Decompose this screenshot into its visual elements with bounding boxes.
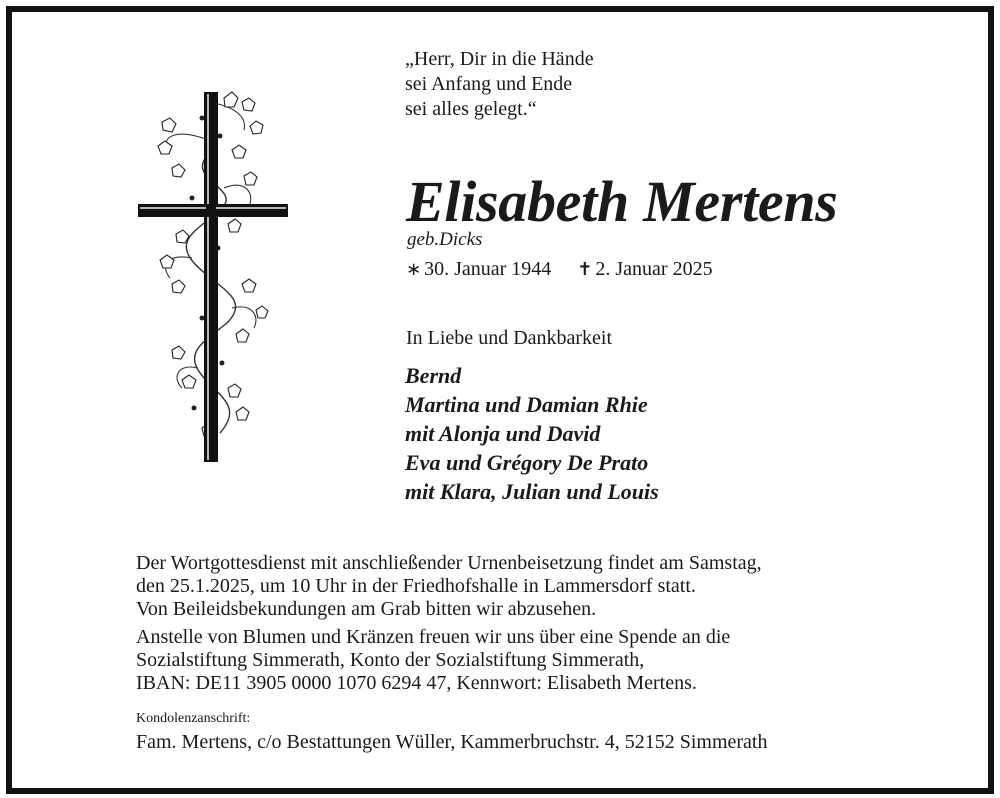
verse-line: „Herr, Dir in die Hände bbox=[405, 48, 594, 70]
notice-line: Sozialstiftung Simmerath, Konto der Sozialstiftung Simmerath, bbox=[136, 649, 645, 671]
mourner-name: Bernd bbox=[405, 363, 462, 388]
mourner-name: mit Klara, Julian und Louis bbox=[405, 479, 659, 504]
notice-line: den 25.1.2025, um 10 Uhr in der Friedhofshalle in Lammersdorf statt. bbox=[136, 575, 696, 597]
mourner-name: mit Alonja und David bbox=[405, 421, 601, 446]
service-notice bbox=[136, 552, 762, 695]
mourner-name: Eva und Grégory De Prato bbox=[405, 450, 649, 475]
death-date: 2. Januar 2025 bbox=[595, 258, 713, 280]
life-dates bbox=[406, 258, 713, 281]
notice-line: IBAN: DE11 3905 0000 1070 6294 47, Kennwort: Elisabeth Mertens. bbox=[136, 672, 697, 694]
condolence-address: Fam. Mertens, c/o Bestattungen Wüller, Kammerbruchstr. 4, 52152 Simmerath bbox=[136, 731, 768, 753]
condolence-label: Kondolenzanschrift: bbox=[136, 711, 251, 726]
verse-line: sei Anfang und Ende bbox=[405, 73, 573, 95]
maiden-name: geb.Dicks bbox=[407, 229, 483, 250]
verse-line: sei alles gelegt.“ bbox=[405, 98, 537, 120]
notice-line: Der Wortgottesdienst mit anschließender Urnenbeisetzung findet am Samstag, bbox=[136, 552, 762, 574]
mourners-intro: In Liebe und Dankbarkeit bbox=[406, 327, 613, 349]
notice-line: Anstelle von Blumen und Kränzen freuen wir uns über eine Spende an die bbox=[136, 626, 731, 648]
latin-cross-icon: ✝ bbox=[577, 259, 593, 280]
mourner-name: Martina und Damian Rhie bbox=[405, 392, 648, 417]
bible-verse bbox=[405, 47, 594, 122]
cross-with-ivy-icon bbox=[132, 88, 292, 466]
birth-date: 30. Januar 1944 bbox=[424, 258, 552, 280]
asterisk-icon: ∗ bbox=[406, 259, 422, 280]
mourners-list bbox=[405, 361, 659, 506]
notice-line: Von Beileidsbekundungen am Grab bitten wir abzusehen. bbox=[136, 598, 597, 620]
deceased-name: Elisabeth Mertens bbox=[406, 169, 838, 234]
